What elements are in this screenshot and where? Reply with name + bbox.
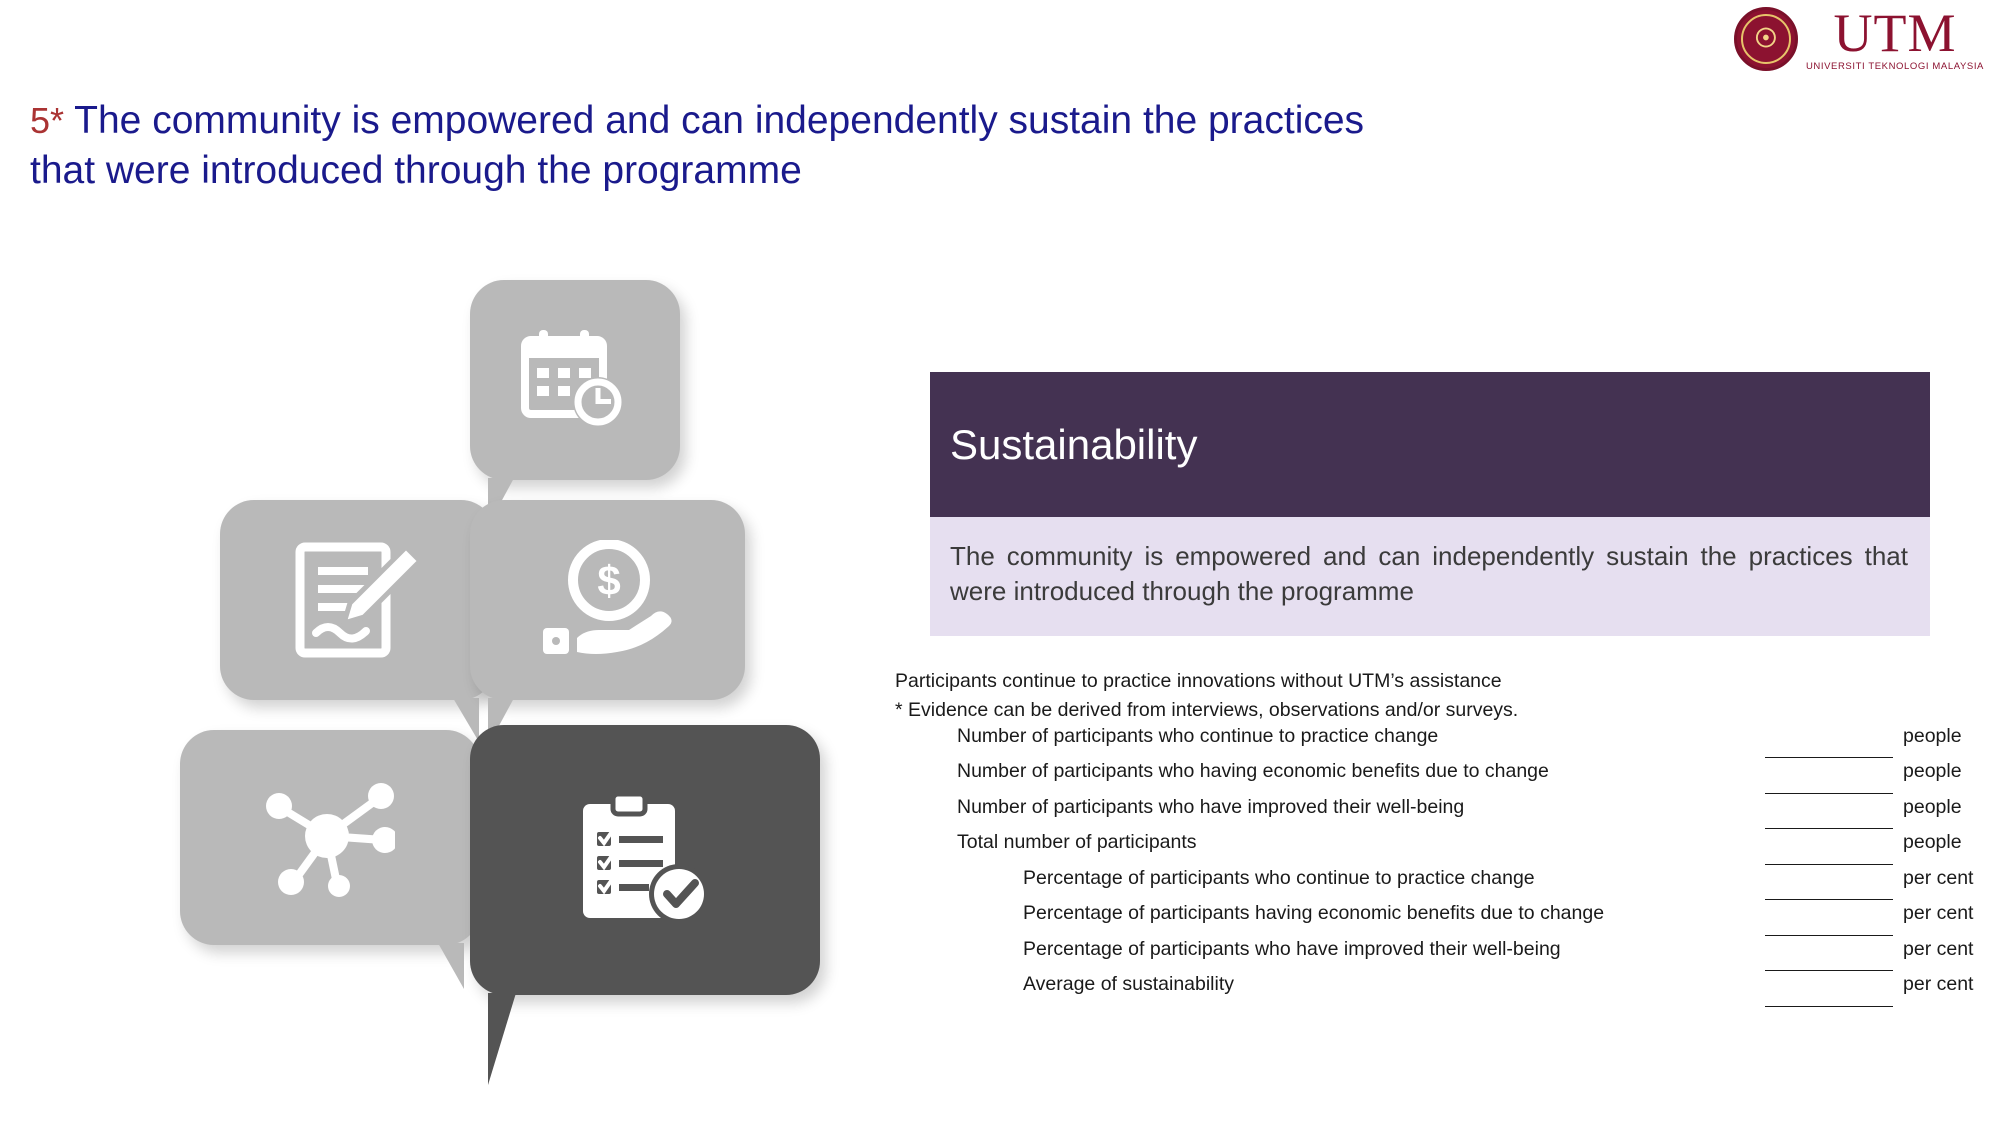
slide-title-line-2: that were introduced through the programme [30,148,802,192]
sustainability-card [930,372,1930,636]
form-row [895,937,1985,976]
form-row-label: Number of participants who having economic benefits due to change [957,760,1549,783]
bubble-funding [470,500,745,700]
bubble-tail [438,943,464,989]
form-row-unit: per cent [1903,866,1974,889]
form-row-label: Percentage of participants who continue to practice change [1023,866,1535,889]
utm-wordmark-subtitle: UNIVERSITI TEKNOLOGI MALAYSIA [1805,61,1984,72]
form-row [895,724,1985,763]
document-pen-icon [294,541,422,659]
form-row-input[interactable] [1765,970,1893,971]
form-row-label: Total number of participants [957,831,1197,854]
slide-title-line-1 [30,96,1910,146]
network-nodes-icon [265,778,395,898]
card-title: Sustainability [950,420,1198,468]
utm-wordmark [1805,3,1984,72]
form-row-unit: people [1903,795,1962,818]
hand-coin-dollar-icon [539,540,677,660]
form-note-line-1: Participants continue to practice innovations without UTM’s assistance [895,670,1502,692]
utm-logo [1734,3,1984,72]
svg-text:$: $ [596,557,621,604]
utm-seal-mark: ☉ [1754,23,1778,53]
clipboard-check-icon [575,790,715,930]
card-body [930,517,1930,636]
bubble-calendar-schedule [470,280,680,480]
form-note-line-2: * Evidence can be derived from interviews, observations and/or surveys. [895,699,1519,722]
form-row [895,833,1985,869]
form-row-input[interactable] [1765,793,1893,794]
form-row-unit: people [1903,724,1962,747]
utm-seal-icon [1734,7,1798,71]
bubble-checklist [470,725,820,995]
form-row [895,904,1985,940]
form-row-input[interactable] [1765,757,1893,758]
form-row [895,762,1985,798]
form-row-label: Average of sustainability [1023,973,1235,996]
utm-wordmark-text: UTM [1833,3,1957,63]
form-row-unit: people [1903,831,1962,854]
form-row-label: Number of participants who continue to practice change [957,724,1439,747]
form-row-input[interactable] [1765,1006,1893,1007]
card-header [930,372,1930,517]
bubble-document-signature [220,500,495,700]
form-row-label: Number of participants who have improved their well-being [957,795,1465,818]
form-row-unit: per cent [1903,902,1974,925]
slide-title-text-1: The community is empowered and can independently sustain the practices [74,99,1365,142]
form-row-unit: per cent [1903,973,1974,996]
indicator-form [895,668,1985,1011]
form-row-unit: people [1903,760,1962,783]
form-row-label: Percentage of participants who have improved their well-being [1023,937,1561,960]
form-row-input[interactable] [1765,864,1893,865]
form-row-unit: per cent [1903,937,1974,960]
form-row-input[interactable] [1765,935,1893,936]
form-row-input[interactable] [1765,899,1893,900]
form-row [895,866,1985,905]
slide-title [30,96,1910,196]
bubble-tail [488,993,516,1085]
form-row [895,975,1985,1011]
calendar-clock-icon [521,330,629,430]
form-row-label: Percentage of participants having economic benefits due to change [1023,902,1605,925]
speech-bubble-graphic [170,270,910,1100]
bubble-network [180,730,480,945]
form-row-input[interactable] [1765,828,1893,829]
form-row [895,795,1985,834]
slide-title-number: 5* [30,100,65,141]
card-description: The community is empowered and can independently sustain the practices that were introduced through the programme [950,541,1908,607]
